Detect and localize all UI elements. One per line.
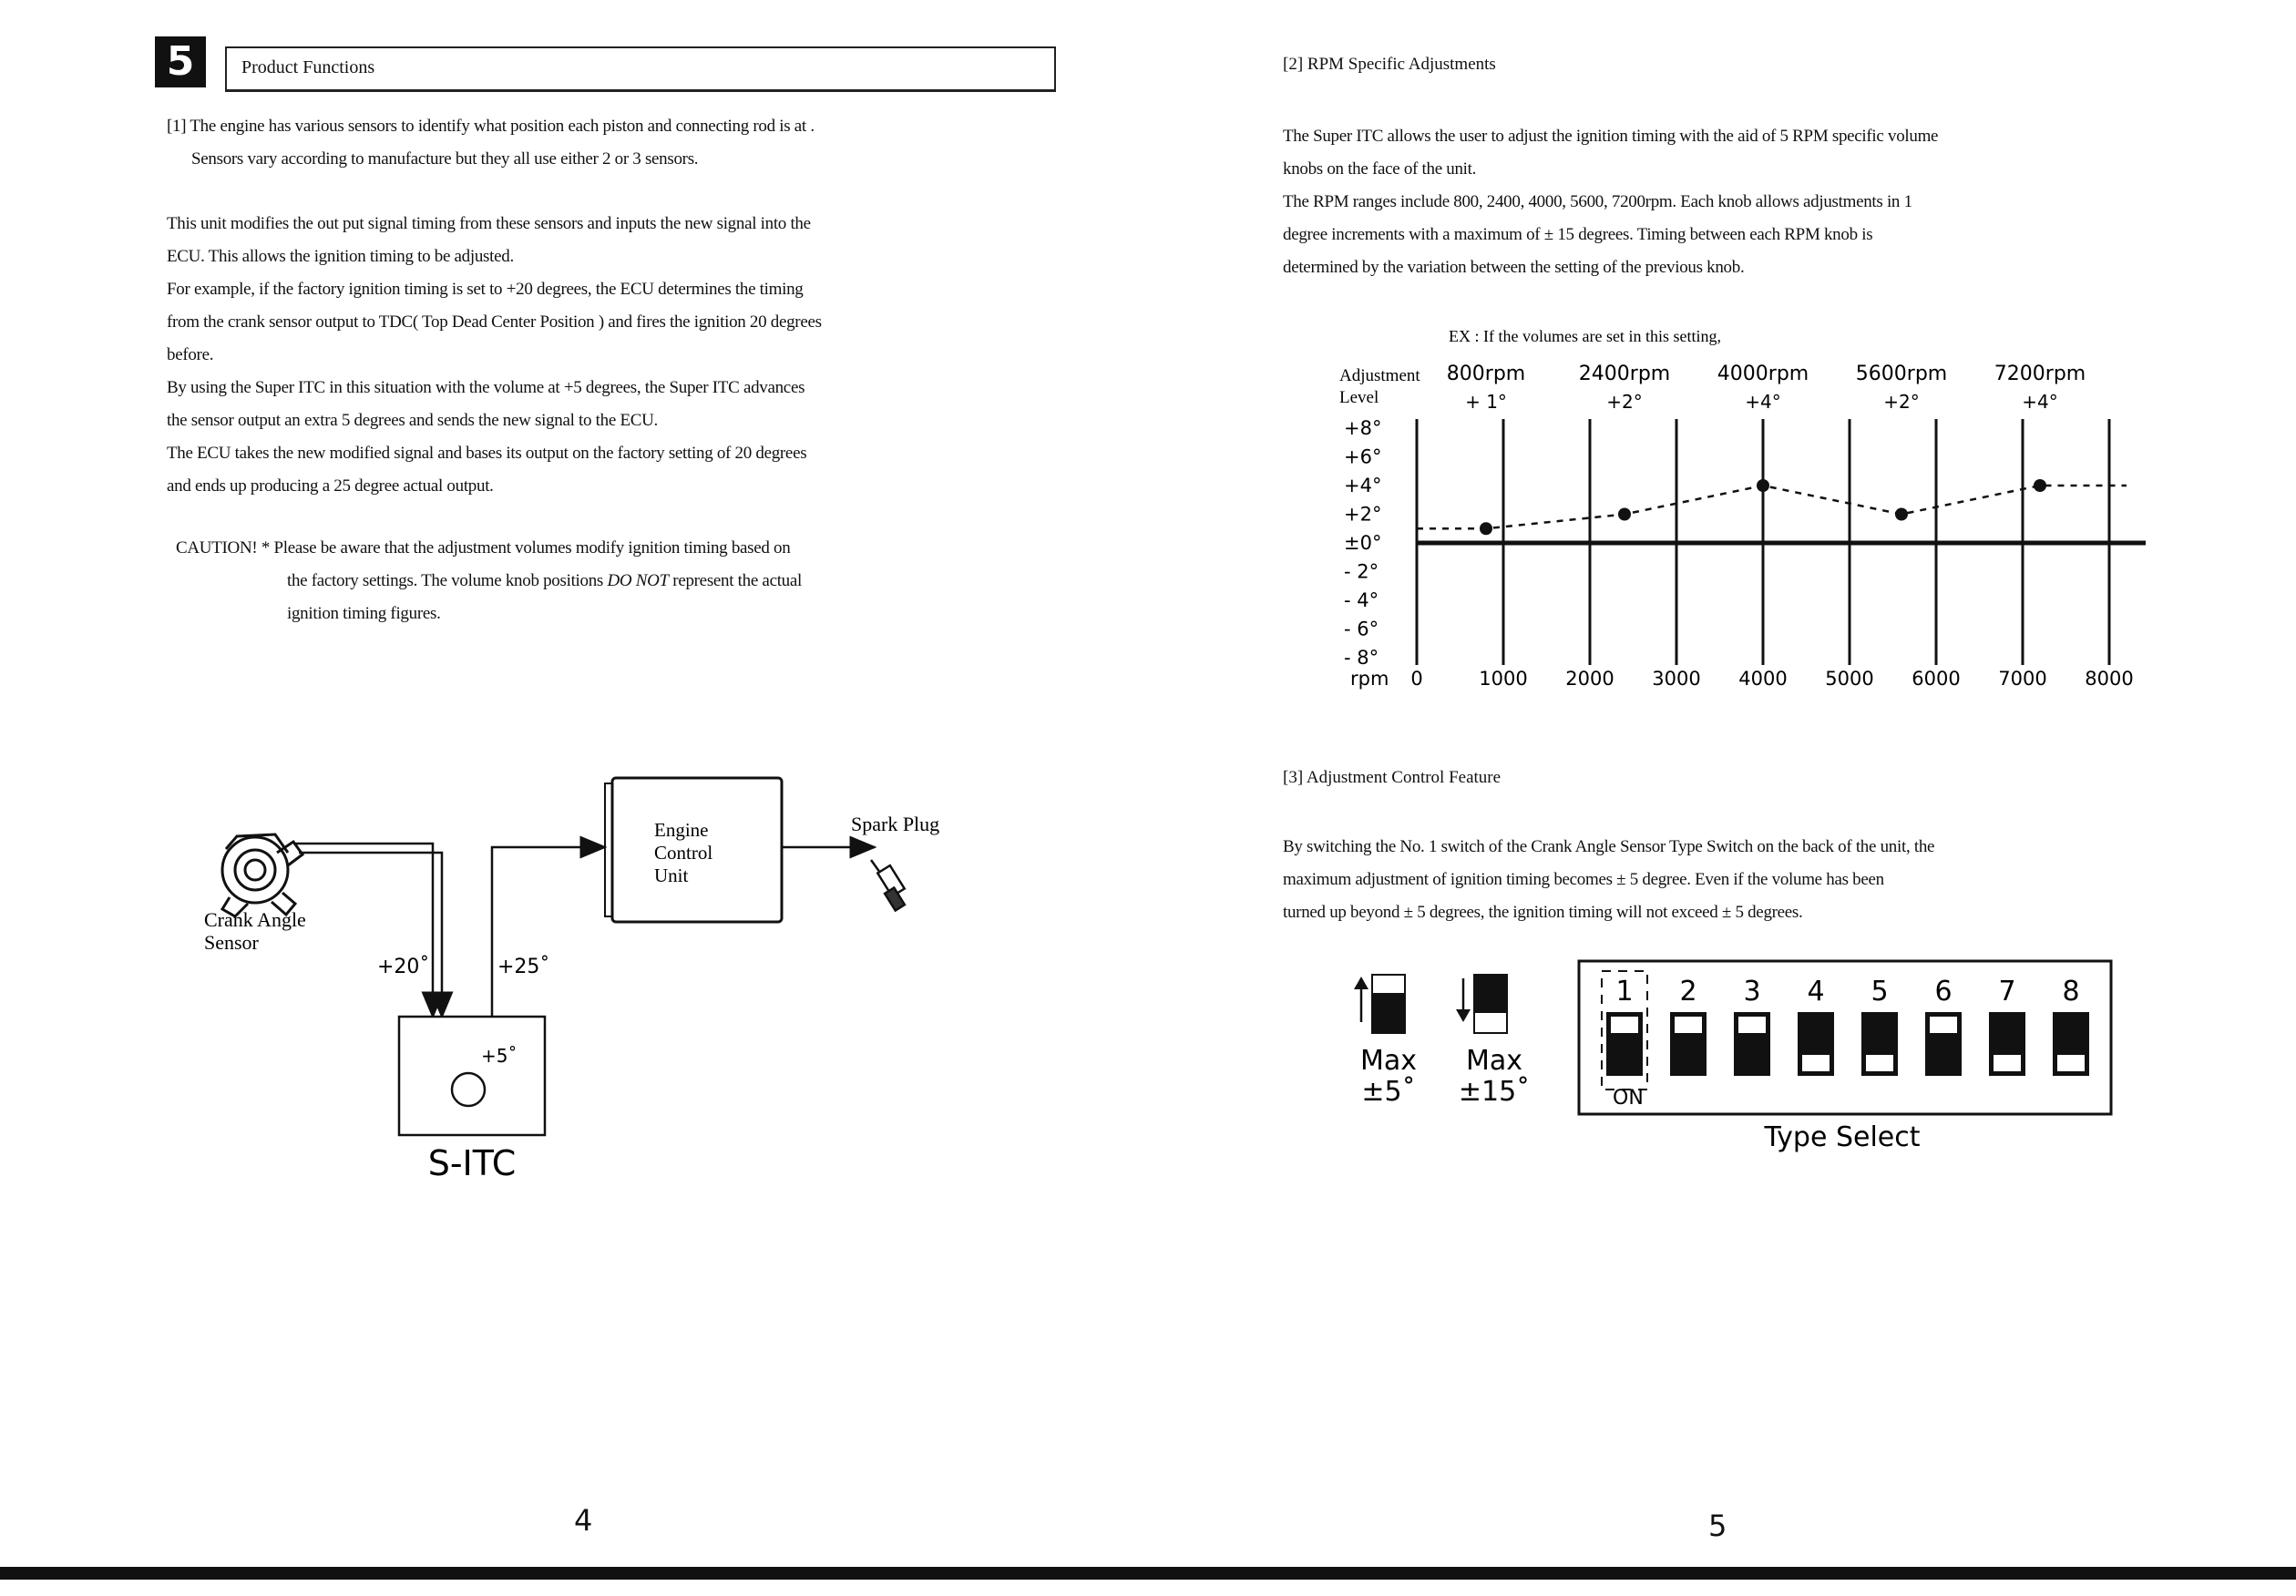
switch-slot	[1930, 1017, 1957, 1033]
switch-down-icon	[1456, 975, 1507, 1033]
on-label: ON	[1613, 1087, 1644, 1110]
switch-slot	[1738, 1017, 1766, 1033]
knob-rpm-label: 800rpm	[1446, 363, 1526, 385]
switch-number: 5	[1871, 976, 1889, 1008]
switch-slot	[1675, 1017, 1702, 1033]
x-tick-label: 5000	[1825, 668, 1874, 690]
text-line: By using the Super ITC in this situation with the volume at +5 degrees, the Super ITC advances	[167, 378, 805, 397]
switch-number: 7	[1998, 976, 2016, 1008]
sensor-label: Crank Angle	[204, 908, 306, 931]
caution-line: the factory settings. The volume knob positions DO NOT represent the actual	[287, 571, 802, 590]
s-itc-label: S-ITC	[427, 1143, 517, 1183]
ecu-label: Control	[654, 842, 713, 864]
y-tick-label: - 2°	[1344, 560, 1379, 583]
section-number: 5	[155, 36, 206, 87]
max-label: Max	[1465, 1045, 1523, 1077]
bottom-rule	[0, 1567, 2296, 1580]
text-line: and ends up producing a 25 degree actual output.	[167, 476, 494, 496]
switch-number: 2	[1679, 976, 1697, 1008]
output-timing-value: +25˚	[497, 956, 550, 978]
max-value: ±15˚	[1458, 1076, 1531, 1108]
switch-slot	[1866, 1055, 1893, 1071]
switch-up-icon	[1354, 975, 1405, 1033]
switch-slot	[2057, 1055, 2085, 1071]
y-tick-label: - 8°	[1344, 647, 1379, 669]
chart-title: EX : If the volumes are set in this setting,	[1449, 327, 1721, 345]
knob-setting-label: +2°	[1606, 391, 1643, 413]
switch-legend	[1348, 966, 1549, 1111]
text-line: This unit modifies the out put signal timing from these sensors and inputs the new signal into the	[167, 214, 811, 233]
text-line: The ECU takes the new modified signal and bases its output on the factory setting of 20 degrees	[167, 444, 807, 463]
x-tick-label: 3000	[1652, 668, 1701, 690]
text-line: the sensor output an extra 5 degrees and sends the new signal to the ECU.	[167, 411, 658, 430]
dip-switch-frame	[1579, 961, 2111, 1114]
text-line: knobs on the face of the unit.	[1283, 159, 1477, 179]
page-number: 5	[1708, 1509, 1727, 1543]
crank-sensor-icon	[222, 834, 302, 916]
section-title-box	[225, 46, 1056, 92]
knob-setting-label: +4°	[2022, 391, 2058, 413]
data-point	[1757, 479, 1769, 492]
text-line: maximum adjustment of ignition timing becomes ± 5 degree. Even if the volume has been	[1283, 870, 1884, 889]
x-tick-label: 4000	[1738, 668, 1788, 690]
switch-number: 1	[1615, 976, 1634, 1008]
text-line: [1] The engine has various sensors to identify what position each piston and connecting rod is at .	[167, 117, 815, 136]
switch-number: 3	[1743, 976, 1761, 1008]
switch-number: 4	[1807, 976, 1825, 1008]
input-timing-value: +20˚	[377, 956, 430, 978]
y-tick-label: - 4°	[1344, 589, 1379, 611]
rpm-adjustments-title: [2] RPM Specific Adjustments	[1283, 55, 1496, 74]
signal-flow-diagram	[182, 765, 1002, 1202]
switch-number: 6	[1934, 976, 1953, 1008]
s-itc-box	[399, 1017, 545, 1135]
y-tick-label: +2°	[1344, 503, 1382, 526]
x-tick-label: 1000	[1479, 668, 1528, 690]
knob-value: +5˚	[481, 1045, 518, 1067]
data-point	[1895, 508, 1908, 521]
dip-switch-block	[1576, 958, 2114, 1159]
y-tick-label: ±0°	[1344, 532, 1382, 554]
x-tick-label: 2000	[1565, 668, 1614, 690]
y-axis-label: Adjustment	[1339, 366, 1420, 385]
data-point	[1618, 508, 1631, 521]
text-line: Sensors vary according to manufacture but they all use either 2 or 3 sensors.	[191, 149, 699, 169]
data-point	[2034, 479, 2046, 492]
ecu-label: Unit	[654, 864, 689, 886]
text-line: before.	[167, 345, 214, 364]
text-line: degree increments with a maximum of ± 15 degrees. Timing between each RPM knob is	[1283, 225, 1873, 244]
text-line: turned up beyond ± 5 degrees, the ignition timing will not exceed ± 5 degrees.	[1283, 903, 1803, 922]
spark-plug-icon	[871, 860, 905, 911]
max-value: ±5˚	[1361, 1076, 1416, 1108]
section-title: Product Functions	[241, 57, 375, 77]
y-tick-label: +6°	[1344, 445, 1382, 468]
sensor-label: Sensor	[204, 931, 259, 954]
x-tick-label: 8000	[2085, 668, 2134, 690]
data-point	[1480, 522, 1492, 535]
knob-rpm-label: 2400rpm	[1578, 363, 1671, 385]
switch-number: 8	[2062, 976, 2080, 1008]
y-tick-label: - 6°	[1344, 618, 1379, 640]
knob-rpm-label: 5600rpm	[1855, 363, 1948, 385]
knob-rpm-label: 4000rpm	[1717, 363, 1809, 385]
x-tick-label: 7000	[1998, 668, 2047, 690]
y-tick-label: +4°	[1344, 475, 1382, 496]
rpm-adjustments-body	[1283, 120, 2030, 284]
caution-line: CAUTION! * Please be aware that the adjustment volumes modify ignition timing based on	[176, 538, 791, 558]
emphasis-text: DO NOT	[607, 571, 669, 590]
y-axis-label: Level	[1339, 388, 1379, 407]
x-tick-label: 6000	[1912, 668, 1961, 690]
caution-note	[176, 532, 959, 630]
max-label: Max	[1359, 1045, 1418, 1077]
switch-slot	[1611, 1017, 1638, 1033]
knob-setting-label: +2°	[1883, 391, 1920, 413]
text-line: from the crank sensor output to TDC( Top Dead Center Position ) and fires the ignition 20 degrees	[167, 312, 822, 332]
x-axis-label: rpm	[1350, 668, 1389, 690]
switch-slot	[1802, 1055, 1830, 1071]
type-select-caption: Type Select	[1764, 1121, 1921, 1153]
spark-plug-label: Spark Plug	[851, 813, 940, 835]
adjustment-control-body	[1283, 831, 2030, 929]
knob-rpm-label: 7200rpm	[1994, 363, 2086, 385]
text-line: The RPM ranges include 800, 2400, 4000, 5600, 7200rpm. Each knob allows adjustments in 1	[1283, 192, 1912, 211]
caution-line: ignition timing figures.	[287, 604, 441, 623]
text-line: determined by the variation between the setting of the previous knob.	[1283, 258, 1745, 277]
knob-setting-label: + 1°	[1465, 391, 1507, 413]
text-line: ECU. This allows the ignition timing to be adjusted.	[167, 247, 514, 266]
y-tick-label: +8°	[1344, 417, 1382, 439]
page-number: 4	[574, 1503, 593, 1538]
explanation-paragraph	[167, 208, 987, 503]
switch-slot	[1994, 1055, 2021, 1071]
adjustment-control-title: [3] Adjustment Control Feature	[1283, 768, 1502, 787]
intro-paragraph	[167, 110, 987, 176]
timing-curve	[1417, 486, 2127, 528]
rpm-timing-chart	[1330, 323, 2150, 715]
text-line: By switching the No. 1 switch of the Crank Angle Sensor Type Switch on the back of the unit, the	[1283, 837, 1935, 856]
ecu-label: Engine	[654, 819, 709, 841]
x-tick-label: 0	[1410, 668, 1423, 690]
text-line: The Super ITC allows the user to adjust the ignition timing with the aid of 5 RPM specific volume	[1283, 127, 1939, 146]
knob-setting-label: +4°	[1745, 391, 1781, 413]
text-line: For example, if the factory ignition timing is set to +20 degrees, the ECU determines the timing	[167, 280, 804, 299]
